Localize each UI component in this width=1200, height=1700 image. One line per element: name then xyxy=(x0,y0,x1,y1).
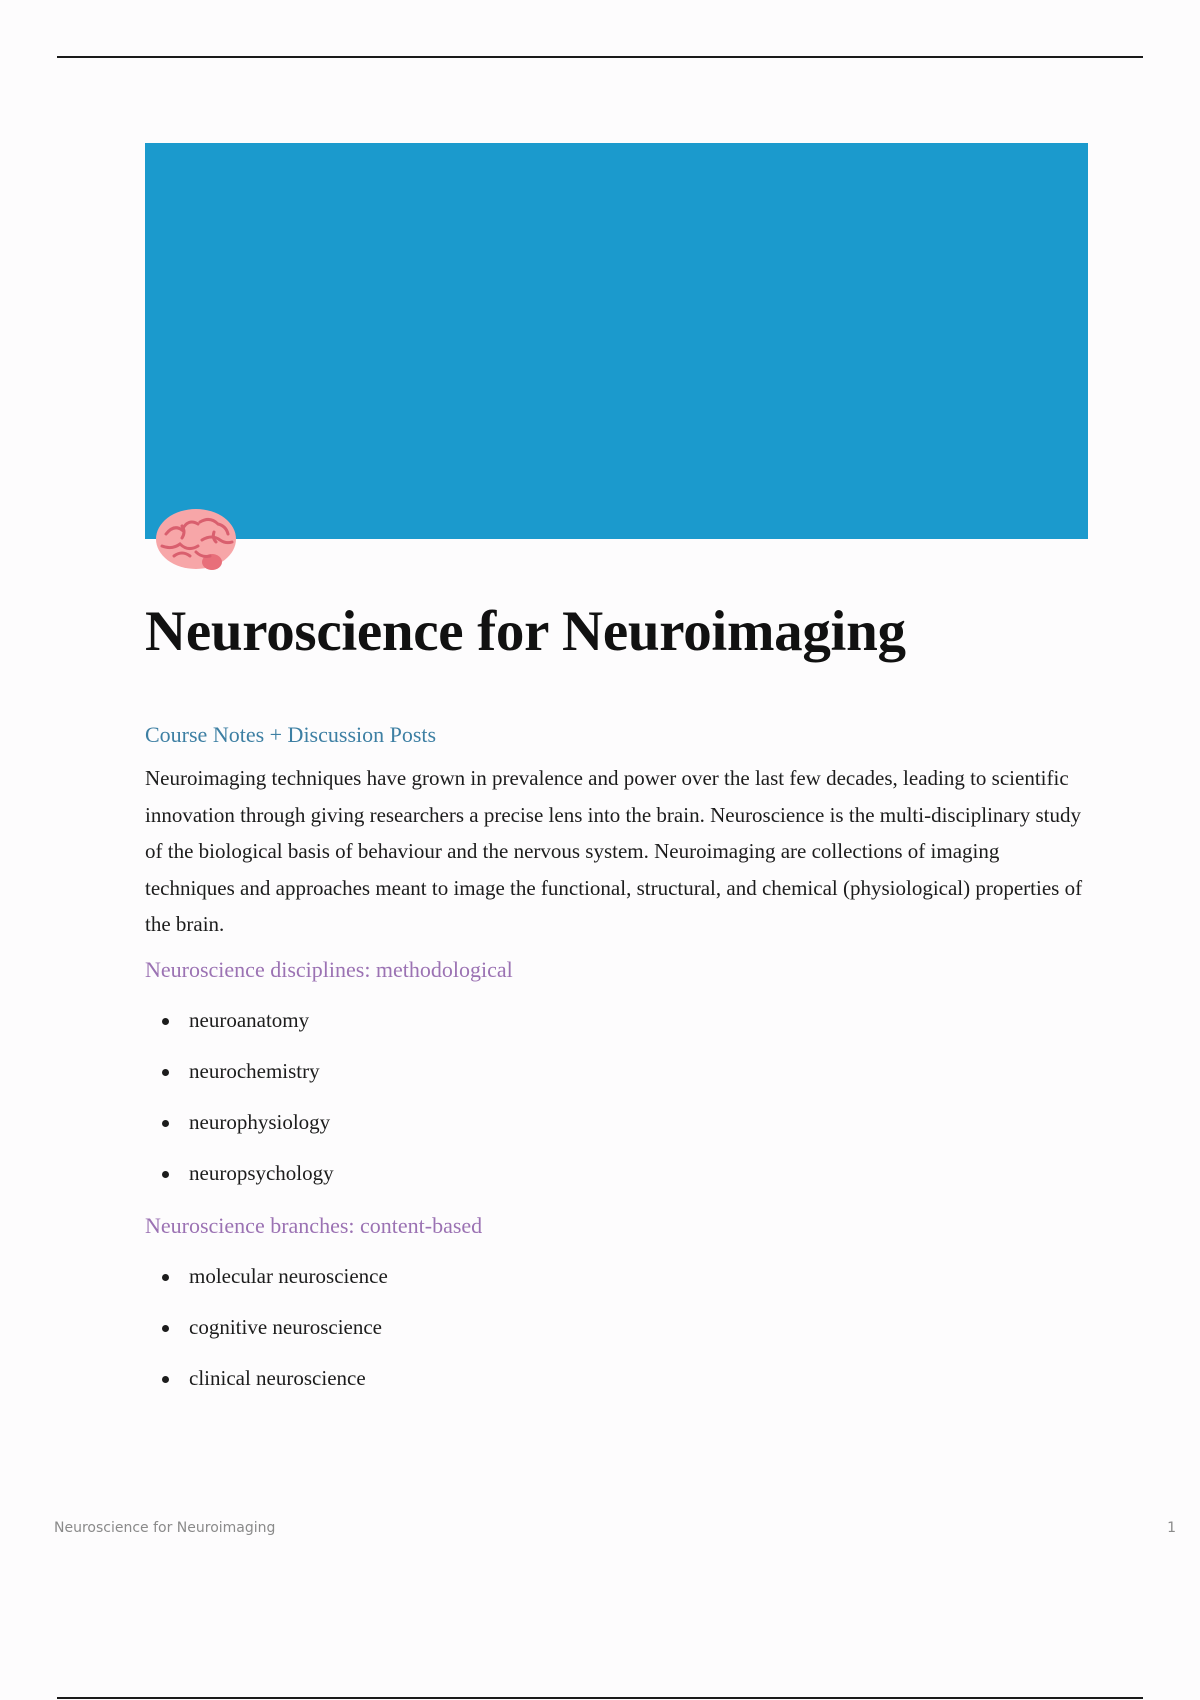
list-item xyxy=(145,995,1085,1046)
list-item-label: neuroanatomy xyxy=(189,1007,310,1032)
top-rule xyxy=(57,56,1143,58)
subtitle: Course Notes + Discussion Posts xyxy=(145,722,437,747)
list-item xyxy=(145,1097,1085,1148)
list-item xyxy=(145,1353,1085,1404)
main-content xyxy=(145,714,1085,1404)
bullet-icon xyxy=(162,1018,169,1025)
bottom-rule xyxy=(57,1697,1143,1699)
section-heading-branches: Neuroscience branches: content-based xyxy=(145,1212,483,1238)
list-item-label: neuropsychology xyxy=(189,1160,334,1185)
brain-icon xyxy=(152,504,240,574)
bullet-icon xyxy=(162,1274,169,1281)
disciplines-list xyxy=(145,995,1085,1199)
list-item-label: neurophysiology xyxy=(189,1109,331,1134)
section-heading-disciplines: Neuroscience disciplines: methodological xyxy=(145,956,513,982)
cover-banner xyxy=(145,143,1088,539)
list-item-label: neurochemistry xyxy=(189,1058,320,1083)
intro-paragraph: Neuroimaging techniques have grown in prevalence and power over the last few decades, leading to scientific innovation through giving researchers a precise lens into the brain. Neuroscience is the multi-disciplinary study of the biological basis of behaviour and the nervous system. Neuroimaging are collections of imaging techniques and approaches meant to image the functional, structural, and chemical (physiological) properties of the brain. xyxy=(145,766,1083,936)
list-item xyxy=(145,1302,1085,1353)
list-item xyxy=(145,1046,1085,1097)
page-number: 1 xyxy=(1167,1520,1176,1536)
bullet-icon xyxy=(162,1376,169,1383)
footer-title: Neuroscience for Neuroimaging xyxy=(54,1520,276,1536)
bullet-icon xyxy=(162,1325,169,1332)
branches-list xyxy=(145,1251,1085,1404)
list-item-label: clinical neuroscience xyxy=(189,1365,366,1390)
list-item xyxy=(145,1251,1085,1302)
bullet-icon xyxy=(162,1069,169,1076)
list-item-label: cognitive neuroscience xyxy=(189,1314,382,1339)
list-item xyxy=(145,1148,1085,1199)
list-item-label: molecular neuroscience xyxy=(189,1263,388,1288)
bullet-icon xyxy=(162,1120,169,1127)
page-title: Neuroscience for Neuroimaging xyxy=(145,600,906,663)
bullet-icon xyxy=(162,1171,169,1178)
